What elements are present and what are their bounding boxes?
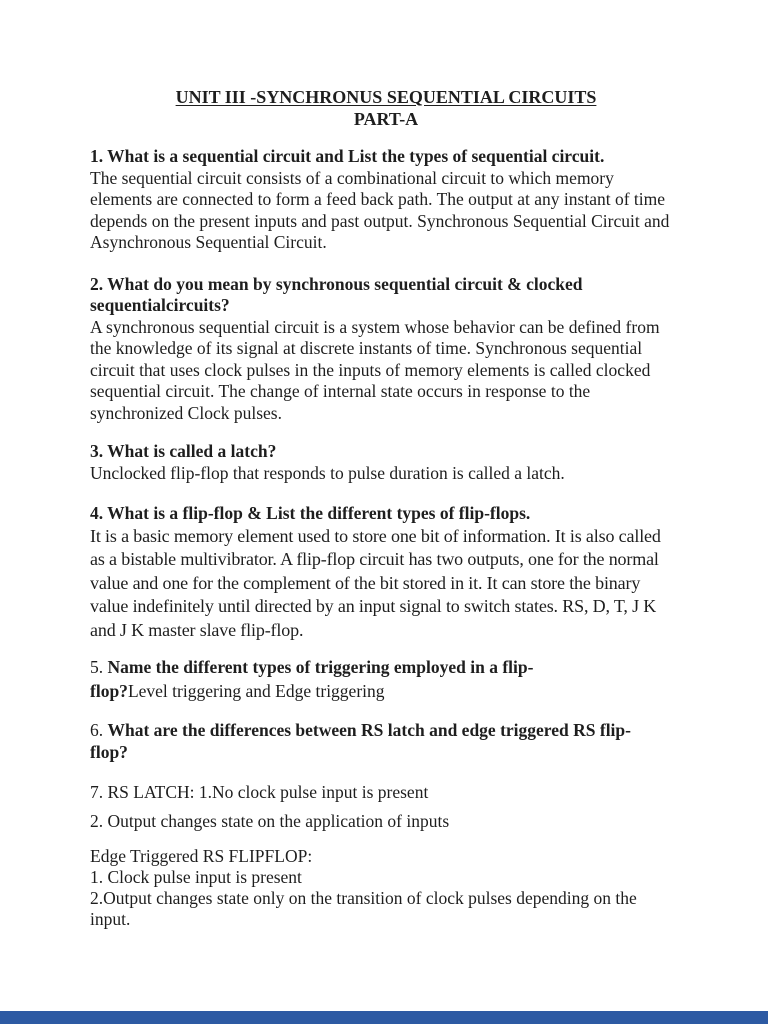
question-2-answer-line: sequential circuit. The change of internal state occurs in response to the — [90, 381, 591, 401]
question-6-number: 6. — [90, 720, 108, 740]
edge-triggered-section — [90, 846, 682, 930]
question-4-answer-line: It is a basic memory element used to store one bit of information. It is also called — [90, 525, 661, 546]
question-4-heading: 4. What is a flip-flop & List the different types of flip-flops. — [90, 503, 531, 523]
question-5-answer-text: Level triggering and Edge triggering — [127, 680, 385, 701]
document-subtitle: PART-A — [353, 109, 419, 129]
edge-section-line: 1. Clock pulse input is present — [90, 867, 302, 887]
question-4-answer-line: and J K master slave flip-flop. — [90, 619, 304, 640]
question-1-answer-line: The sequential circuit consists of a combinational circuit to which memory — [90, 167, 614, 188]
viewer-footer-bar — [0, 1011, 768, 1024]
question-3 — [90, 441, 682, 484]
question-5-answer-line — [90, 680, 682, 704]
question-2-heading-line: sequentialcircuits? — [90, 295, 230, 315]
question-6-heading-text: What are the differences between RS latch and edge triggered RS flip- — [107, 720, 631, 740]
question-7-line: 7. RS LATCH: 1.No clock pulse input is present — [90, 782, 429, 802]
question-5-number: 5. — [90, 657, 108, 677]
question-5-heading-line — [90, 656, 682, 680]
edge-section-line: Edge Triggered RS FLIPFLOP: — [90, 846, 313, 866]
question-1 — [90, 146, 682, 254]
question-4-answer-line: value and one for the complement of the bit stored in it. It can store the binary — [90, 572, 641, 593]
question-1-heading: 1. What is a sequential circuit and List the types of sequential circuit. — [90, 146, 605, 166]
question-2-answer-line: circuit that uses clock pulses in the inputs of memory elements is called clocked — [90, 359, 651, 380]
question-4-answer-line: as a bistable multivibrator. A flip-flop circuit has two outputs, one for the normal — [90, 549, 659, 569]
question-1-answer-line: elements are connected to form a feed back path. The output at any instant of time — [90, 189, 666, 209]
question-1-answer-line: depends on the present inputs and past output. Synchronous Sequential Circuit and — [90, 210, 670, 231]
title-block — [90, 86, 682, 130]
question-5-heading-text: Name the different types of triggering employed in a flip- — [107, 657, 534, 677]
question-6 — [90, 720, 682, 763]
edge-section-line: input. — [90, 909, 131, 929]
question-5-heading-text: flop? — [90, 680, 128, 701]
question-4 — [90, 503, 682, 642]
question-3-answer-line: Unclocked flip-flop that responds to pulse duration is called a latch. — [90, 462, 565, 483]
question-4-answer-line: value indefinitely until directed by an input signal to switch states. RS, D, T, J K — [90, 596, 657, 616]
question-3-heading: 3. What is called a latch? — [90, 441, 277, 461]
question-2-answer-line: A synchronous sequential circuit is a system whose behavior can be defined from — [90, 316, 660, 337]
question-6-heading-line — [90, 720, 682, 742]
question-6-heading-line: flop? — [90, 741, 128, 762]
question-1-answer-line: Asynchronous Sequential Circuit. — [90, 232, 327, 252]
document-content — [90, 86, 682, 930]
document-title — [90, 86, 682, 108]
question-2 — [90, 274, 682, 425]
document-title-text: UNIT III -SYNCHRONUS SEQUENTIAL CIRCUITS — [175, 87, 597, 107]
question-2-answer-line: the knowledge of its signal at discrete instants of time. Synchronous sequential — [90, 338, 643, 358]
edge-section-line: 2.Output changes state only on the transition of clock pulses depending on the — [90, 888, 637, 908]
question-5 — [90, 656, 682, 703]
question-7-line: 2. Output changes state on the application of inputs — [90, 810, 450, 831]
question-2-answer-line: synchronized Clock pulses. — [90, 402, 282, 423]
question-2-heading-line: 2. What do you mean by synchronous sequential circuit & clocked — [90, 273, 583, 294]
